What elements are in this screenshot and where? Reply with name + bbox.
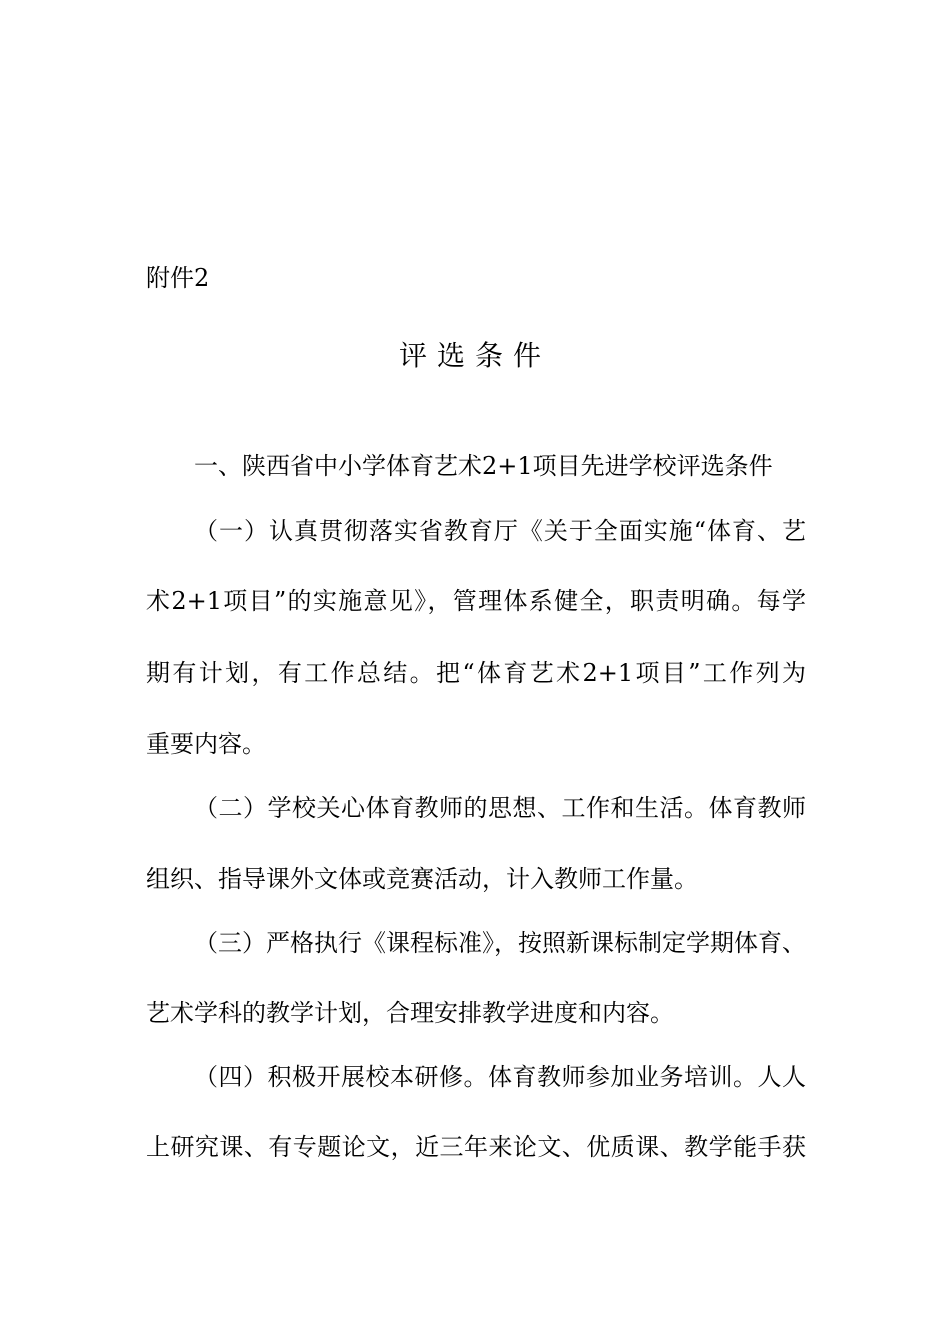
paragraph-line: （四）积极开展校本研修。体育教师参加业务培训。人人 — [194, 1063, 806, 1091]
paragraph-line: 重要内容。 — [146, 730, 266, 758]
paragraph-line: （一）认真贯彻落实省教育厅《关于全面实施“体育、艺 — [194, 517, 806, 545]
page-title: 评选条件 — [398, 339, 551, 372]
paragraph-line: 术2+1项目”的实施意见》，管理体系健全，职责明确。每学 — [146, 587, 806, 615]
paragraph-line: 期有计划，有工作总结。把“体育艺术2+1项目”工作列为 — [146, 659, 806, 687]
section-heading: 一、陕西省中小学体育艺术2+1项目先进学校评选条件 — [194, 452, 773, 480]
paragraph-line: （二）学校关心体育教师的思想、工作和生活。体育教师 — [194, 794, 806, 822]
attachment-label: 附件2 — [146, 264, 210, 292]
paragraph-line: 上研究课、有专题论文，近三年来论文、优质课、教学能手获 — [146, 1133, 806, 1161]
paragraph-line: （三）严格执行《课程标准》，按照新课标制定学期体育、 — [194, 929, 806, 957]
paragraph-line: 组织、指导课外文体或竞赛活动，计入教师工作量。 — [146, 865, 698, 893]
paragraph-line: 艺术学科的教学计划，合理安排教学进度和内容。 — [146, 999, 674, 1027]
